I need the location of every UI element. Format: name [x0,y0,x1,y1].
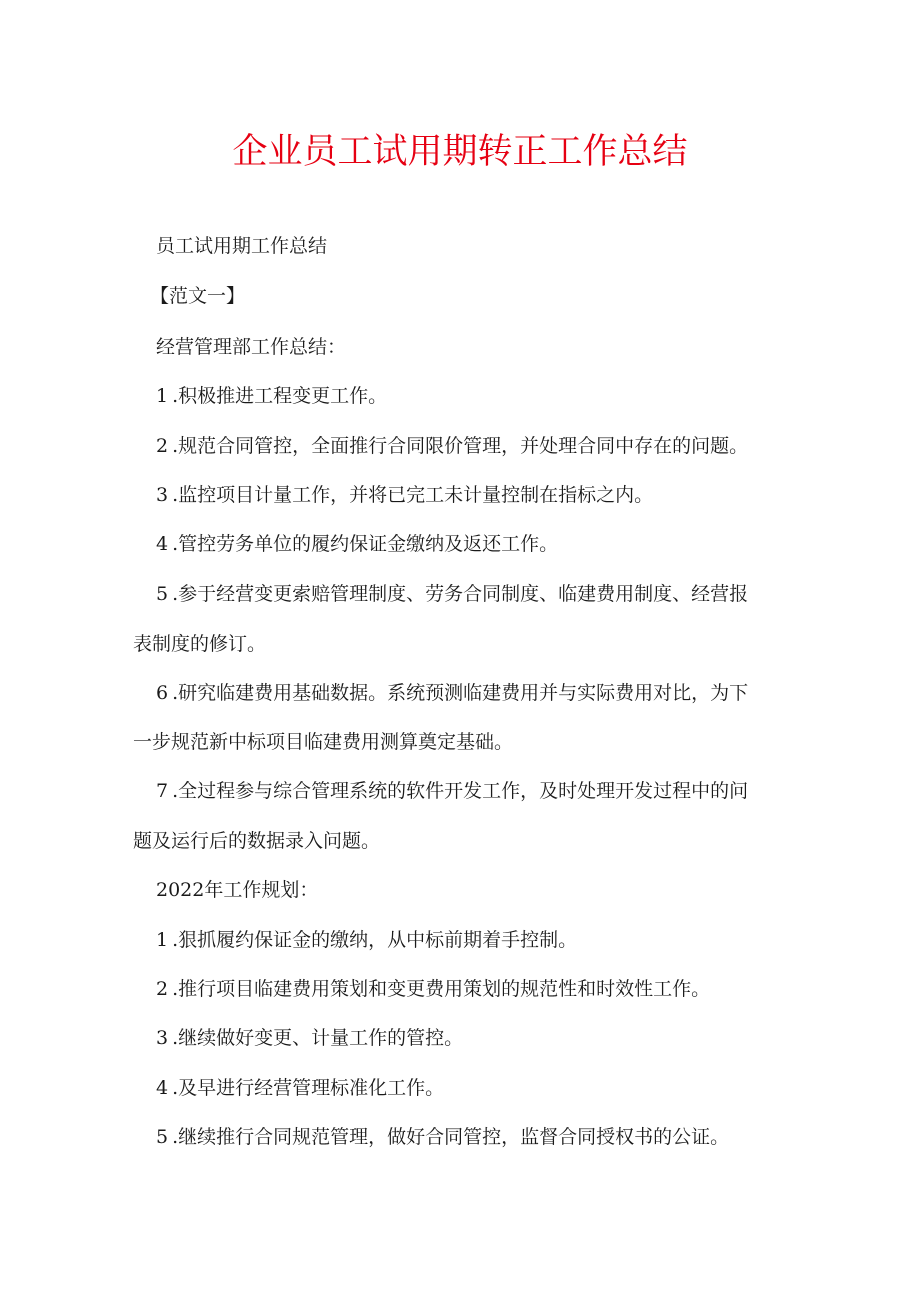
list-item [0,482,920,508]
item-text: .监控项目计量工作，并将已完工未计量控制在指标之内。 [172,484,654,506]
list-item [0,976,920,1002]
item-text: .继续做好变更、计量工作的管控。 [172,1027,464,1049]
item-number: 1 [156,385,169,407]
list-item-continuation: 一步规范新中标项目临建费用测算奠定基础。 [133,731,514,753]
list-item [0,1124,920,1150]
item-number: 5 [156,583,169,605]
list-item [0,1025,920,1051]
item-text: .管控劳务单位的履约保证金缴纳及返还工作。 [172,533,559,555]
list-item [0,531,920,557]
item-number: 4 [156,1077,169,1099]
item-text: .规范合同管控，全面推行合同限价管理，并处理合同中存在的问题。 [172,435,749,457]
item-number: 1 [156,929,169,951]
subtitle: 员工试用期工作总结 [156,235,328,257]
item-number: 7 [156,780,169,802]
list-item [0,581,920,607]
list-item [0,1075,920,1101]
item-number: 2 [156,435,169,457]
list-item-continuation: 表制度的修订。 [133,633,267,655]
item-number: 3 [156,1027,169,1049]
item-number: 4 [156,533,169,555]
sample-label: 【范文一】 [150,285,246,307]
item-number: 6 [156,682,169,704]
item-text: .研究临建费用基础数据。系统预测临建费用并与实际费用对比，为下 [172,682,749,704]
list-item [0,927,920,953]
document-title: 企业员工试用期转正工作总结 [232,132,688,172]
list-item-continuation: 题及运行后的数据录入问题。 [133,830,381,852]
item-number: 2 [156,978,169,1000]
list-item [0,778,920,804]
section1-heading: 经营管理部工作总结： [156,336,347,358]
list-item [0,383,920,409]
item-text: .继续推行合同规范管理，做好合同管控，监督合同授权书的公证。 [172,1126,730,1148]
list-item [0,680,920,706]
item-text: .参于经营变更索赔管理制度、劳务合同制度、临建费用制度、经营报 [172,583,749,605]
item-number: 5 [156,1126,169,1148]
item-text: .积极推进工程变更工作。 [172,385,388,407]
section2-heading: 2022年工作规划： [156,879,319,901]
list-item [0,433,920,459]
item-text: .及早进行经营管理标准化工作。 [172,1077,445,1099]
item-text: .狠抓履约保证金的缴纳，从中标前期着手控制。 [172,929,578,951]
item-text: .全过程参与综合管理系统的软件开发工作，及时处理开发过程中的问 [172,780,749,802]
item-text: .推行项目临建费用策划和变更费用策划的规范性和时效性工作。 [172,978,711,1000]
item-number: 3 [156,484,169,506]
